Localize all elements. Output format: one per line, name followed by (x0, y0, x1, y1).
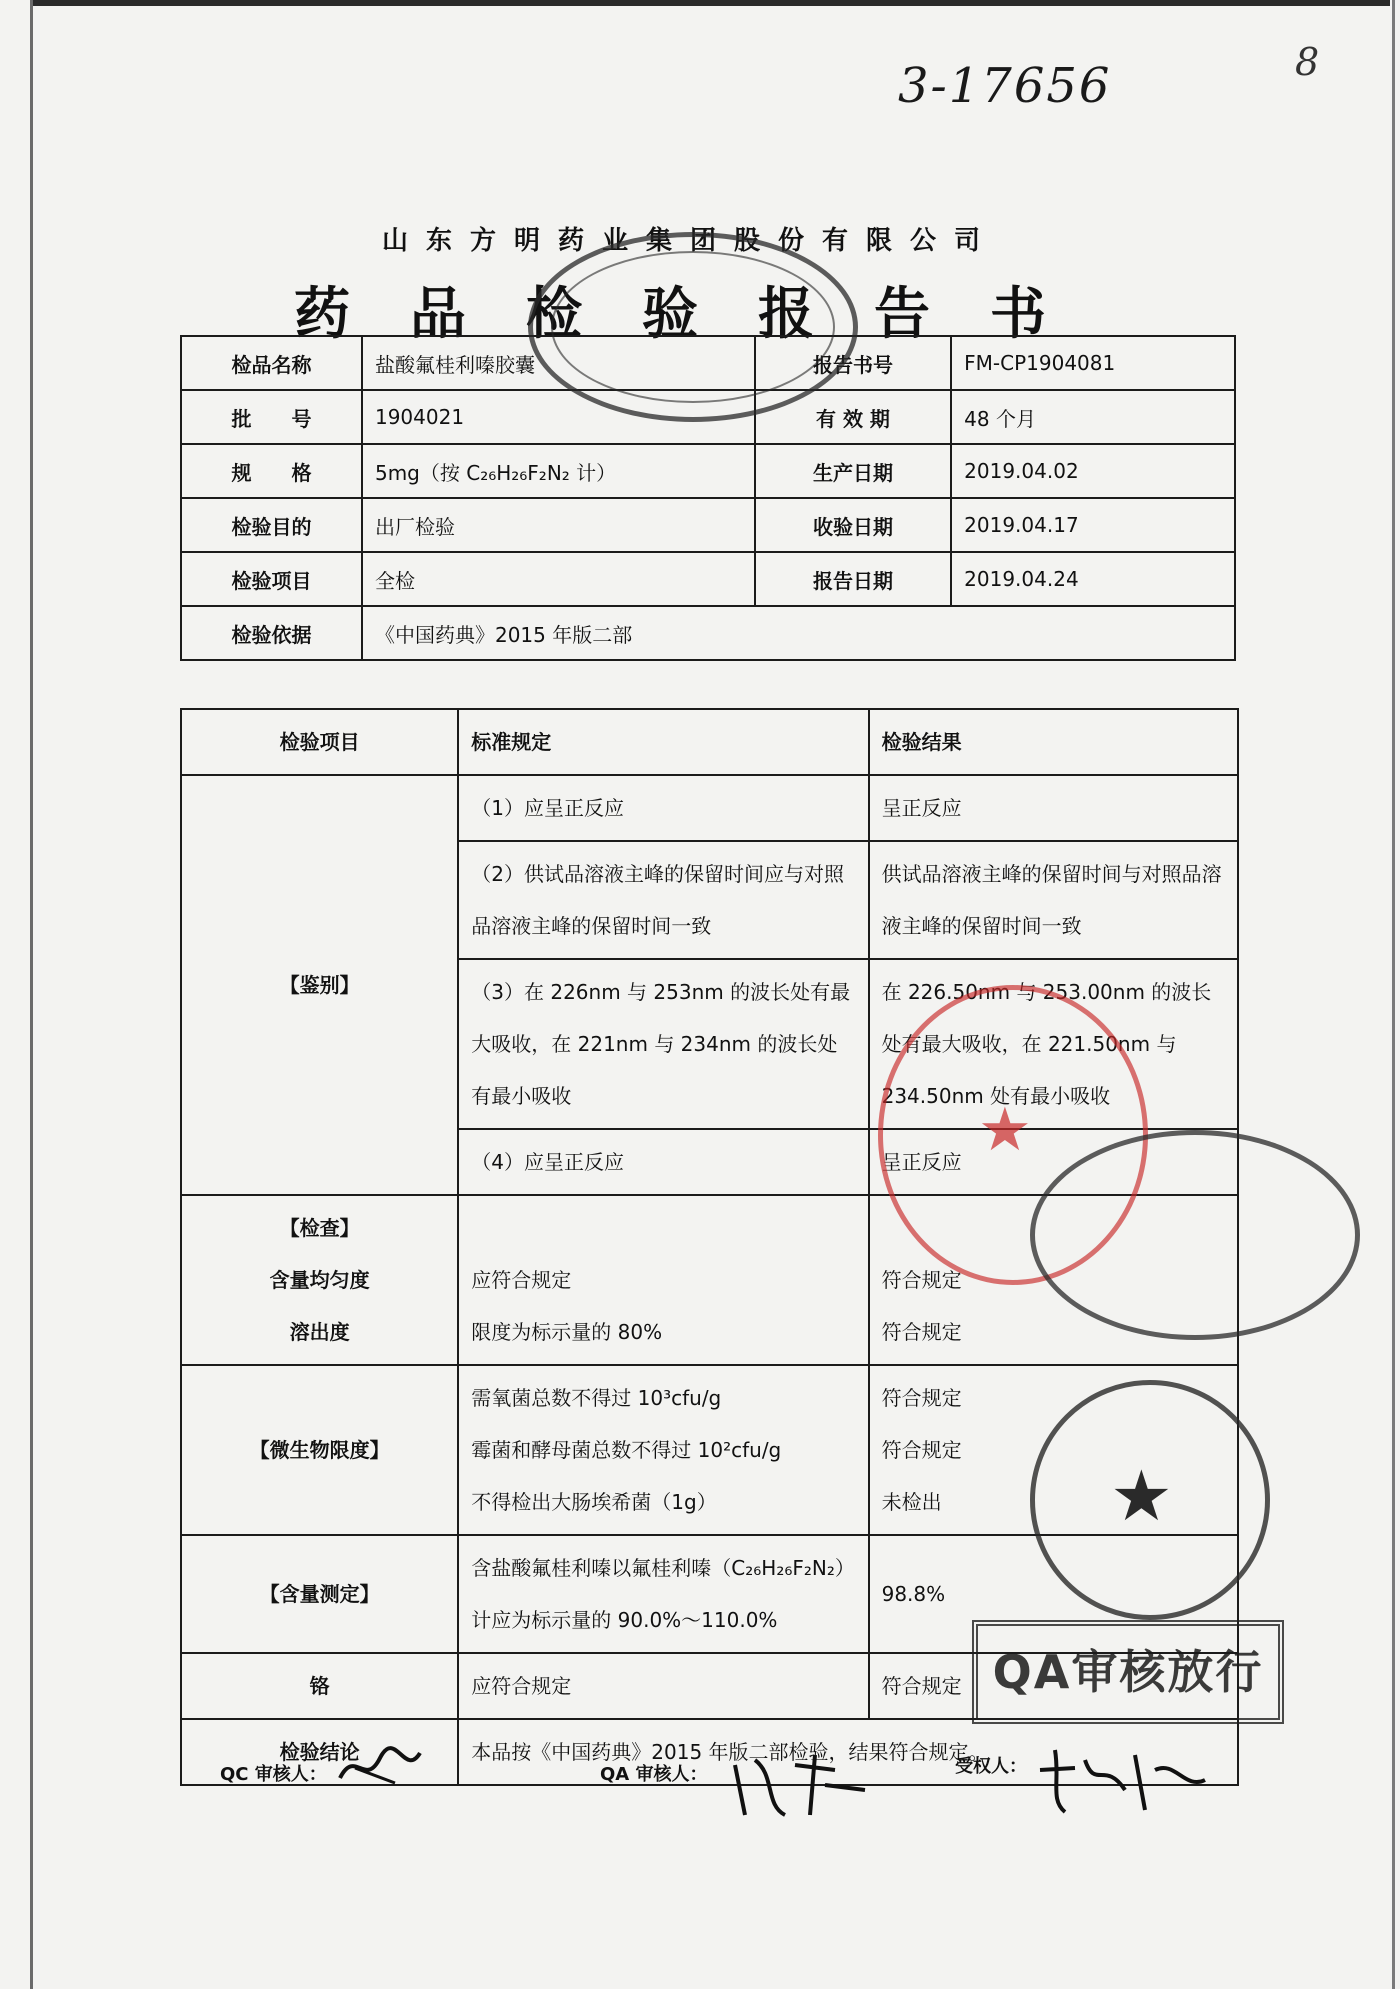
scan-edge-right (1392, 0, 1395, 1989)
batch-label: 批 号 (181, 390, 362, 444)
identification-result-2: 供试品溶液主峰的保留时间与对照品溶液主峰的保留时间一致 (869, 841, 1238, 959)
identification-result-3: 在 226.50nm 与 253.00nm 的波长处有最大吸收，在 221.50nm 与 234.50nm 处有最小吸收 (869, 959, 1238, 1129)
company-name: 山东方明药业集团股份有限公司 (381, 226, 998, 256)
handwritten-reference-number: 3-17656 (898, 58, 1112, 114)
dissolution-result: 符合规定 (881, 1320, 962, 1344)
qa-signature (725, 1745, 885, 1835)
identification-standard-3: （3）在 226nm 与 253nm 的波长处有最大吸收，在 221nm 与 234nm 的波长处有最小吸收 (458, 959, 868, 1129)
inspection-standard-cell (458, 1195, 868, 1365)
identification-standard-2: （2）供试品溶液主峰的保留时间应与对照品溶液主峰的保留时间一致 (458, 841, 868, 959)
assay-standard-line-1: 含盐酸氟桂利嗪以氟桂利嗪（C₂₆H₂₆F₂N₂） (471, 1556, 855, 1580)
column-header-item: 检验项目 (181, 709, 458, 775)
microbial-standard-cell (458, 1365, 868, 1535)
chromium-result: 符合规定 (869, 1653, 1238, 1719)
product-name-label: 检品名称 (181, 336, 362, 390)
report-no-label: 报告书号 (755, 336, 951, 390)
basis-label: 检验依据 (181, 606, 362, 660)
qc-signature-mark (335, 1738, 425, 1798)
identification-standard-1: （1）应呈正反应 (458, 775, 868, 841)
batch-value: 1904021 (362, 390, 755, 444)
qa-signature-mark (725, 1745, 885, 1825)
e-coli-result: 未检出 (881, 1490, 942, 1514)
star-icon: ★ (978, 1095, 1032, 1165)
validity-value: 48 个月 (951, 390, 1235, 444)
qa-reviewer-label: QA 审核人： (600, 1764, 708, 1785)
basis-value: 《中国药典》2015 年版二部 (362, 606, 1235, 660)
authorized-person-label: 受权人： (955, 1756, 1027, 1777)
mold-yeast-standard: 霉菌和酵母菌总数不得过 10²cfu/g (471, 1438, 782, 1462)
spec-label: 规 格 (181, 444, 362, 498)
e-coli-standard: 不得检出大肠埃希菌（1g） (471, 1490, 717, 1514)
conclusion-label: 检验结论 (181, 1719, 458, 1785)
inspection-result-cell (869, 1195, 1238, 1365)
assay-standard-line-2: 计应为标示量的 90.0%～110.0% (471, 1608, 778, 1632)
column-header-standard: 标准规定 (458, 709, 868, 775)
assay-standard-cell (458, 1535, 868, 1653)
identification-standard-4: （4）应呈正反应 (458, 1129, 868, 1195)
validity-label: 有 效 期 (755, 390, 951, 444)
content-uniformity-result: 符合规定 (881, 1268, 962, 1292)
aerobic-count-standard: 需氧菌总数不得过 10³cfu/g (471, 1386, 722, 1410)
receive-date-label: 收验日期 (755, 498, 951, 552)
chromium-label: 铬 (181, 1653, 458, 1719)
purpose-label: 检验目的 (181, 498, 362, 552)
report-date-value: 2019.04.24 (951, 552, 1235, 606)
identification-label: 【鉴别】 (181, 775, 458, 1195)
conclusion-text: 本品按《中国药典》2015 年版二部检验，结果符合规定。 (458, 1719, 1238, 1785)
assay-label: 【含量测定】 (181, 1535, 458, 1653)
inspection-label: 【检查】 (279, 1216, 360, 1240)
inspection-cell (181, 1195, 458, 1365)
purpose-value: 出厂检验 (362, 498, 755, 552)
identification-result-1: 呈正反应 (869, 775, 1238, 841)
report-no-value: FM-CP1904081 (951, 336, 1235, 390)
report-date-label: 报告日期 (755, 552, 951, 606)
production-date-label: 生产日期 (755, 444, 951, 498)
microbial-result-cell (869, 1365, 1238, 1535)
production-date-value: 2019.04.02 (951, 444, 1235, 498)
handwritten-page-number: 8 (1295, 40, 1320, 84)
column-header-result: 检验结果 (869, 709, 1238, 775)
assay-result: 98.8% (869, 1535, 1238, 1653)
dissolution-label: 溶出度 (289, 1320, 350, 1344)
test-items-label: 检验项目 (181, 552, 362, 606)
receive-date-value: 2019.04.17 (951, 498, 1235, 552)
authorized-signature-mark (1035, 1740, 1215, 1820)
star-icon: ★ (1110, 1455, 1173, 1537)
report-info-table (180, 335, 1236, 661)
dissolution-standard: 限度为标示量的 80% (471, 1320, 663, 1344)
authorized-signature (1035, 1740, 1215, 1830)
aerobic-count-result: 符合规定 (881, 1386, 962, 1410)
scan-edge-left (30, 0, 33, 1989)
qc-reviewer-label: QC 审核人： (220, 1764, 327, 1785)
identification-result-4: 呈正反应 (869, 1129, 1238, 1195)
report-title: 药品检验报告书 (294, 282, 1106, 347)
spec-value: 5mg（按 C₂₆H₂₆F₂N₂ 计） (362, 444, 755, 498)
microbial-limit-label: 【微生物限度】 (181, 1365, 458, 1535)
product-name-value: 盐酸氟桂利嗪胶囊 (362, 336, 755, 390)
qc-signature (335, 1738, 425, 1808)
scan-edge-top (30, 0, 1390, 6)
mold-yeast-result: 符合规定 (881, 1438, 962, 1462)
chromium-standard: 应符合规定 (458, 1653, 868, 1719)
content-uniformity-standard: 应符合规定 (471, 1268, 572, 1292)
qa-release-stamp: QA审核放行 (972, 1620, 1284, 1724)
test-items-value: 全检 (362, 552, 755, 606)
content-uniformity-label: 含量均匀度 (269, 1268, 370, 1292)
